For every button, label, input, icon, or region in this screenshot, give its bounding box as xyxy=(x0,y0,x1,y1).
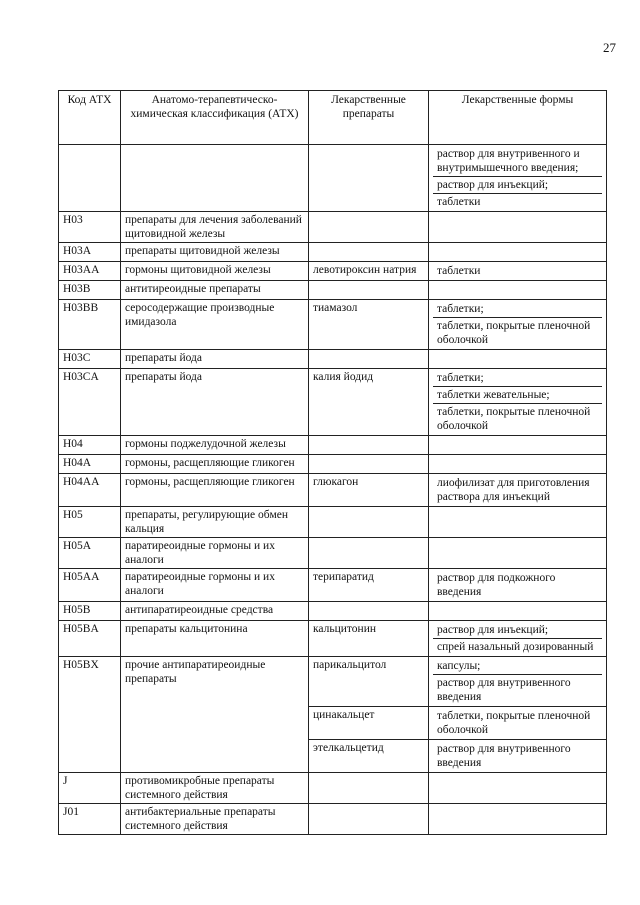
atx-classification: гормоны щитовидной железы xyxy=(121,262,309,281)
table-row xyxy=(59,507,607,538)
table-row xyxy=(59,569,607,602)
atx-code: H03BB xyxy=(59,300,121,350)
drug-name xyxy=(309,212,429,243)
table-row xyxy=(59,602,607,621)
table-row xyxy=(59,804,607,835)
header-drugs: Лекарственные препараты xyxy=(309,91,429,145)
dosage-form: таблетки, покрытые пленочной оболочкой xyxy=(433,403,602,434)
dosage-forms xyxy=(429,657,607,707)
table-row xyxy=(59,281,607,300)
drug-name: этелкальцетид xyxy=(309,740,429,773)
atx-code: H05BX xyxy=(59,657,121,773)
atx-code: H03AA xyxy=(59,262,121,281)
atx-code: H04AA xyxy=(59,474,121,507)
drug-name: калия йодид xyxy=(309,369,429,436)
dosage-form: раствор для подкожного введения xyxy=(437,572,556,598)
dosage-forms xyxy=(429,804,607,835)
atx-classification: паратиреоидные гормоны и их аналоги xyxy=(121,538,309,569)
dosage-forms xyxy=(429,369,607,436)
atx-classification: серосодержащие производные имидазола xyxy=(121,300,309,350)
atx-code xyxy=(59,145,121,212)
atx-table xyxy=(58,90,607,835)
dosage-form: спрей назальный дозированный xyxy=(433,638,602,655)
dosage-form xyxy=(433,456,602,472)
table-header xyxy=(59,91,607,145)
atx-code: H03C xyxy=(59,350,121,369)
atx-classification: гормоны, расщепляющие гликоген xyxy=(121,474,309,507)
drug-name: кальцитонин xyxy=(309,621,429,657)
drug-name: цинакальцет xyxy=(309,707,429,740)
atx-classification: препараты йода xyxy=(121,369,309,436)
table-row xyxy=(59,145,607,212)
atx-classification: препараты кальцитонина xyxy=(121,621,309,657)
dosage-form: капсулы; xyxy=(437,660,481,672)
dosage-forms xyxy=(429,621,607,657)
header-forms: Лекарственные формы xyxy=(429,91,607,145)
table-body xyxy=(59,145,607,835)
drug-name xyxy=(309,243,429,262)
atx-classification: антитиреоидные препараты xyxy=(121,281,309,300)
page-number: 27 xyxy=(603,40,616,55)
atx-code: H03CA xyxy=(59,369,121,436)
atx-code: H03A xyxy=(59,243,121,262)
table-row xyxy=(59,212,607,243)
drug-name xyxy=(309,436,429,455)
dosage-form xyxy=(433,603,602,619)
table-row xyxy=(59,474,607,507)
dosage-forms xyxy=(429,707,607,740)
dosage-forms xyxy=(429,350,607,369)
dosage-form: раствор для инъекций; xyxy=(433,176,602,193)
atx-code: J xyxy=(59,773,121,804)
drug-name xyxy=(309,145,429,212)
dosage-forms xyxy=(429,212,607,243)
header-code: Код АТХ xyxy=(59,91,121,145)
table-row xyxy=(59,262,607,281)
dosage-form: раствор для внутривенного введения xyxy=(437,743,571,769)
dosage-forms xyxy=(429,569,607,602)
table-row xyxy=(59,369,607,436)
table-row xyxy=(59,350,607,369)
drug-name xyxy=(309,804,429,835)
dosage-forms xyxy=(429,507,607,538)
atx-classification: антипаратиреоидные средства xyxy=(121,602,309,621)
dosage-forms xyxy=(429,538,607,569)
table-row xyxy=(59,621,607,657)
header-classification: Анатомо-терапевтическо-химическая классификация (АТХ) xyxy=(121,91,309,145)
dosage-forms xyxy=(429,436,607,455)
atx-classification: препараты щитовидной железы xyxy=(121,243,309,262)
drug-name xyxy=(309,350,429,369)
dosage-form: лиофилизат для приготовления раствора для инъекций xyxy=(437,477,590,503)
drug-name xyxy=(309,538,429,569)
dosage-form xyxy=(433,282,602,298)
dosage-form xyxy=(433,508,602,524)
atx-code: H05AA xyxy=(59,569,121,602)
dosage-form xyxy=(433,213,602,229)
dosage-form: раствор для внутривенного введения xyxy=(433,674,602,705)
dosage-form: таблетки, покрытые пленочной оболочкой xyxy=(437,710,591,736)
drug-name xyxy=(309,602,429,621)
dosage-form: таблетки, покрытые пленочной оболочкой xyxy=(433,317,602,348)
table-row xyxy=(59,657,607,707)
dosage-form: раствор для инъекций; xyxy=(437,624,549,636)
atx-code: H04A xyxy=(59,455,121,474)
dosage-form: таблетки; xyxy=(437,372,484,384)
dosage-forms xyxy=(429,602,607,621)
atx-code: H03 xyxy=(59,212,121,243)
dosage-forms xyxy=(429,474,607,507)
table-row xyxy=(59,455,607,474)
drug-name: левотироксин натрия xyxy=(309,262,429,281)
atx-code: H05B xyxy=(59,602,121,621)
dosage-form: таблетки жевательные; xyxy=(433,386,602,403)
dosage-forms xyxy=(429,773,607,804)
dosage-form xyxy=(433,351,602,367)
dosage-form xyxy=(433,805,602,821)
dosage-form: таблетки; xyxy=(437,303,484,315)
dosage-forms xyxy=(429,262,607,281)
atx-code: H04 xyxy=(59,436,121,455)
atx-code: H05BA xyxy=(59,621,121,657)
dosage-forms xyxy=(429,145,607,212)
dosage-form xyxy=(433,539,602,555)
atx-classification: препараты для лечения заболеваний щитовидной железы xyxy=(121,212,309,243)
drug-name: парикальцитол xyxy=(309,657,429,707)
dosage-form: раствор для внутривенного и внутримышечного введения; xyxy=(437,148,580,174)
table-row xyxy=(59,300,607,350)
table-row xyxy=(59,538,607,569)
drug-name xyxy=(309,507,429,538)
dosage-forms xyxy=(429,281,607,300)
dosage-form: таблетки xyxy=(433,193,602,210)
drug-name xyxy=(309,455,429,474)
atx-code: J01 xyxy=(59,804,121,835)
drug-name xyxy=(309,773,429,804)
atx-classification xyxy=(121,145,309,212)
atx-classification: паратиреоидные гормоны и их аналоги xyxy=(121,569,309,602)
dosage-forms xyxy=(429,243,607,262)
table-row xyxy=(59,436,607,455)
atx-classification: антибактериальные препараты системного действия xyxy=(121,804,309,835)
atx-code: H05 xyxy=(59,507,121,538)
drug-name: тиамазол xyxy=(309,300,429,350)
drug-name: терипаратид xyxy=(309,569,429,602)
dosage-form xyxy=(433,774,602,790)
table-row xyxy=(59,243,607,262)
dosage-forms xyxy=(429,455,607,474)
atx-classification: противомикробные препараты системного действия xyxy=(121,773,309,804)
dosage-forms xyxy=(429,740,607,773)
atx-classification: гормоны, расщепляющие гликоген xyxy=(121,455,309,474)
drug-name xyxy=(309,281,429,300)
atx-classification: гормоны поджелудочной железы xyxy=(121,436,309,455)
dosage-forms xyxy=(429,300,607,350)
atx-classification: препараты, регулирующие обмен кальция xyxy=(121,507,309,538)
atx-code: H03B xyxy=(59,281,121,300)
atx-code: H05A xyxy=(59,538,121,569)
dosage-form xyxy=(433,244,602,260)
dosage-form: таблетки xyxy=(437,265,481,277)
dosage-form xyxy=(433,437,602,453)
drug-name: глюкагон xyxy=(309,474,429,507)
table-row xyxy=(59,773,607,804)
atx-classification: прочие антипаратиреоидные препараты xyxy=(121,657,309,773)
atx-classification: препараты йода xyxy=(121,350,309,369)
